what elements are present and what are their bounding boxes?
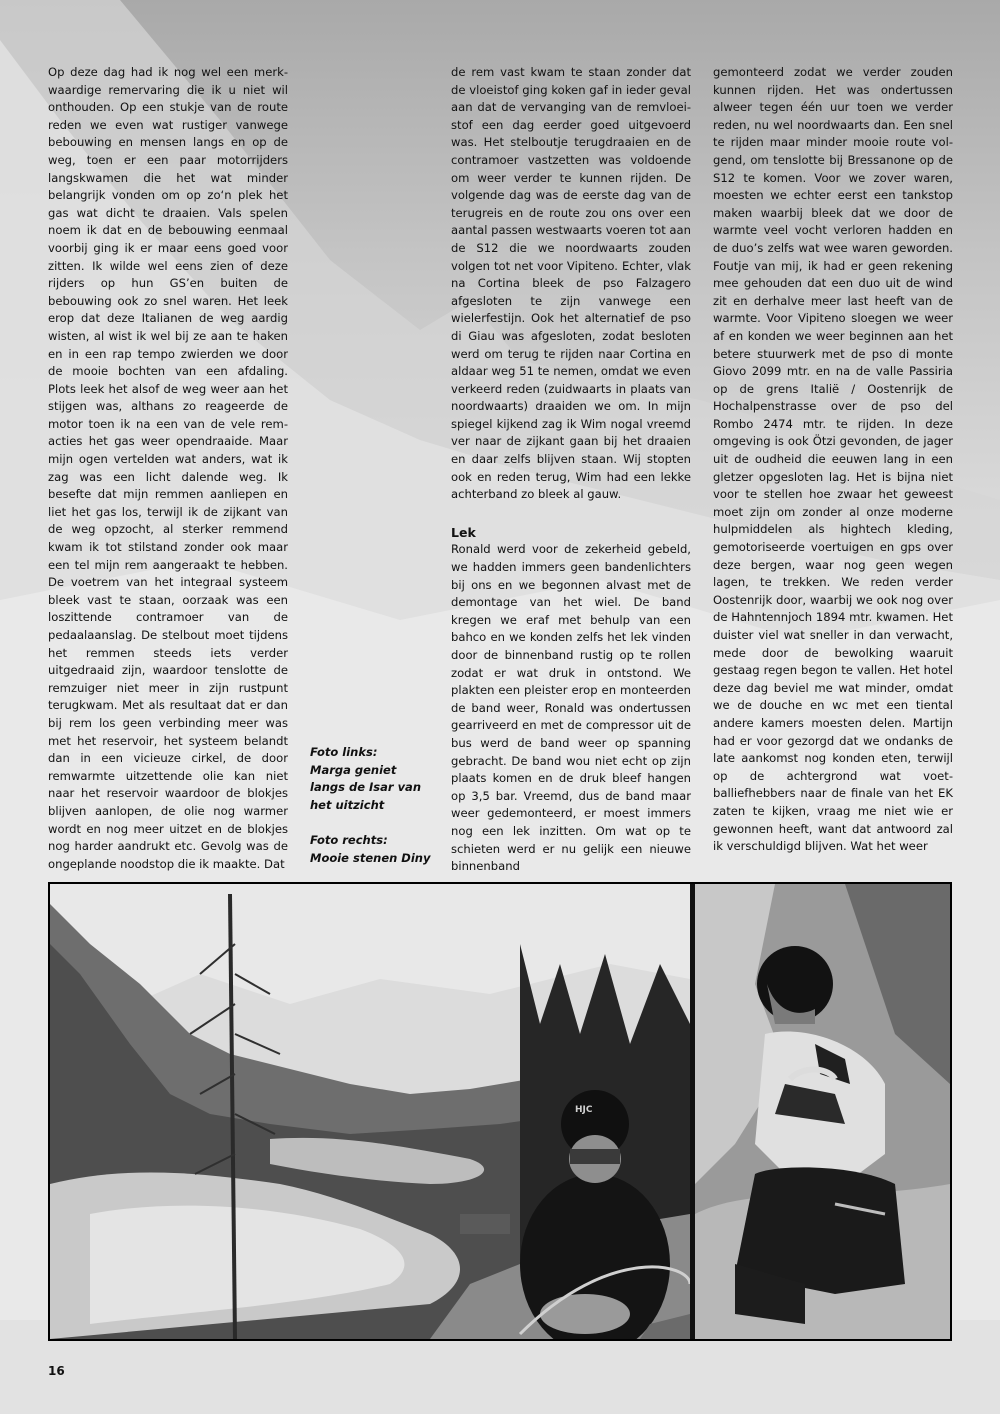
photo-caption-right bbox=[310, 832, 435, 867]
text-column-1 bbox=[48, 64, 288, 873]
photo-kneeling-rider bbox=[695, 884, 950, 1339]
body-paragraph: gemonteerd zodat we verder zouden kunnen rijden. Het was ondertussen alweer tegen één uur toen we verder reden, nu wel noordwaarts dan. Een snel te rijden maar minder mooie route volgend, om tenslotte bij Bressanone op de S12 te komen. Voor we zover waren, moesten we echter eerst een tankstop maken waarbij bleek dat we door de warmte veel vocht verloren hadden en de duo’s zelfs wat wee waren geworden. Foutje van mij, ik had er geen rekening mee gehouden dat een duo uit de wind zit en derhalve meer last heeft van de warmte. Voor Vipiteno sloegen we weer af en konden we weer beginnen aan het betere stuurwerk met de pso di monte Giovo 2099 mtr. en na de valle Passiria op de grens Italië / Oostenrijk de Hochalpenstrasse over de pso del Rombo 2474 mtr. te rijden. In deze omgeving is ook Ötzi gevonden, de jager uit de oudheid die eeuwen lang in een gletzer opgesloten lag. Het is bijna niet voor te stellen hoe zwaar het geweest moet zijn om zonder al onze moderne hulpmiddelen als hightech kleding, gemotoriseerde voertuigen en gps over deze bergen, waar nog geen wegen lagen, te trekken. We reden verder Oostenrijk door, waarbij we ook nog over de Hahntennjoch 1894 mtr. kwamen. Het duister viel wat sneller in dan verwacht, mede door de bewolking waaruit gestaag regen begon te vallen. Het hotel deze dag beviel me wat minder, omdat we de douche en wc met een tiental andere kamers moesten delen. Martijn had er voor gezorgd dat we ondanks de late aankomst nog konden eten, terwijl op de achtergrond wat voetballiefhebbers naar de finale van het EK zaten te kijken, vraag me niet wie er gewonnen heeft, want dat antwoord zal ik verschuldigd blijven. Wat het weer bbox=[713, 65, 953, 854]
river-valley-image bbox=[50, 884, 690, 1339]
kneeling-rider-image bbox=[695, 884, 950, 1339]
helmet-brand-text: HJC bbox=[575, 1105, 593, 1115]
photo-river-valley bbox=[50, 884, 690, 1339]
photo-strip bbox=[48, 882, 952, 1341]
photo-caption-left bbox=[310, 744, 435, 814]
body-paragraph: de rem vast kwam te staan zonder dat de vloeistof ging koken gaf in ieder geval aan dat de vervanging van de remvloeistof een dag eerder goed uitgevoerd was. Het stelboutje terugdraaien en de contramoer vastzetten was voldoende om weer verder te kunnen rijden. De volgende dag was de eerste dag van de terugreis en de route zou ons over een aantal passen westwaarts voeren tot aan de S12 die we noordwaarts zouden volgen tot net voor Vipiteno. Echter, vlak na Cortina bleek de pso Falzagero afgesloten te zijn vanwege een wielerfestijn. Ook het alternatief de pso di Giau was afgesloten, zodat besloten werd om terug te rijden naar Cortina en aldaar weg 51 te nemen, omdat we even verkeerd reden (zuidwaarts in plaats van noordwaarts) draaiden we om. In mijn spiegel kijkend zag ik Wim nogal vreemd ver naar de zijkant gaan bij het draaien en daar zelfs blijven staan. Wij stopten ook en reden terug, Wim had een lekke achterband zo bleek al gauw. bbox=[451, 65, 691, 502]
section-heading: Lek bbox=[451, 524, 476, 540]
page-number: 16 bbox=[48, 1364, 65, 1378]
text-column-2 bbox=[451, 64, 691, 876]
caption-title: Foto rechts: bbox=[310, 833, 388, 847]
body-paragraph: Op deze dag had ik nog wel een merkwaardige remervaring die ik u niet wil onthouden. Op een stukje van de route reden we even wat rustiger vanwege bebouwing en mensen langs en op de weg, toen er een paar motorrijders langskwamen die het wat minder belangrijk vonden om op zo‘n plek het gas wat dicht te draaien. Vals spelen noem ik dat en de bebouwing eenmaal voorbij ging ik er maar eens goed voor zitten. Ik wilde wel eens zien of deze rijders op hun GS’en buiten de bebouwing ook zo snel waren. Het leek erop dat deze Italianen de weg aardig wisten, al wist ik wel bij ze aan te haken en in een rap tempo zwierden we door de mooie bochten van een afdaling. Plots leek het alsof de weg weer aan het stijgen was, althans zo reageerde de motor toen ik na een van de vele remacties het gas weer opendraaide. Maar mijn ogen vertelden wat anders, wat ik zag was een licht dalende weg. Ik besefte dat mijn remmen aanliepen en liet het gas los, terwijl ik de zijkant van de weg opzocht, al sterker remmend kwam ik tot stilstand zonder ook maar een tel mijn rem aangeraakt te hebben. De voetrem van het integraal systeem bleek vast te staan, oorzaak was een loszittende contramoer van de pedaalaanslag. De stelbout moet tijdens het remmen steeds iets verder uitgedraaid zijn, waardoor tenslotte de remzuiger niet meer in zijn rustpunt terugkwam. Met als resultaat dat er dan bij rem los geen verbinding meer was met het reservoir, het systeem belandt dan in een vicieuze cirkel, de door remwarmte uitzettende olie kan niet naar het reservoir waardoor de blokjes blijven aanlopen, de olie nog warmer wordt en nog meer uitzet en de blokjes nog harder aandrukt etc. Gevolg was de ongeplande noodstop die ik maakte. Dat bbox=[48, 65, 288, 871]
body-paragraph: Ronald werd voor de zekerheid gebeld, we hadden immers geen bandenlichters bij ons en we begonnen alvast met de demontage van het wiel. De band kregen we eraf met behulp van een bahco en we konden zelfs het lek vinden door de binnenband rustig op te rollen zodat er wat druk in ontstond. We plakten een pleister erop en monteerden de band weer, Ronald was ondertussen gearriveerd en met de compressor uit de bus werd de band weer op spanning gebracht. De band wou niet echt op zijn plaats komen en de druk bleef hangen op 3,5 bar. Vreemd, dus de band maar weer gedemonteerd, er moest immers nog een lek inzitten. Om wat op te schieten werd er nu gelijk een nieuwe binnenband bbox=[451, 542, 691, 874]
text-column-3 bbox=[713, 64, 953, 856]
caption-title: Foto links: bbox=[310, 745, 378, 759]
caption-text: Mooie stenen Diny bbox=[310, 850, 431, 865]
caption-text: Marga geniet langs de Isar van het uitzicht bbox=[310, 762, 422, 812]
